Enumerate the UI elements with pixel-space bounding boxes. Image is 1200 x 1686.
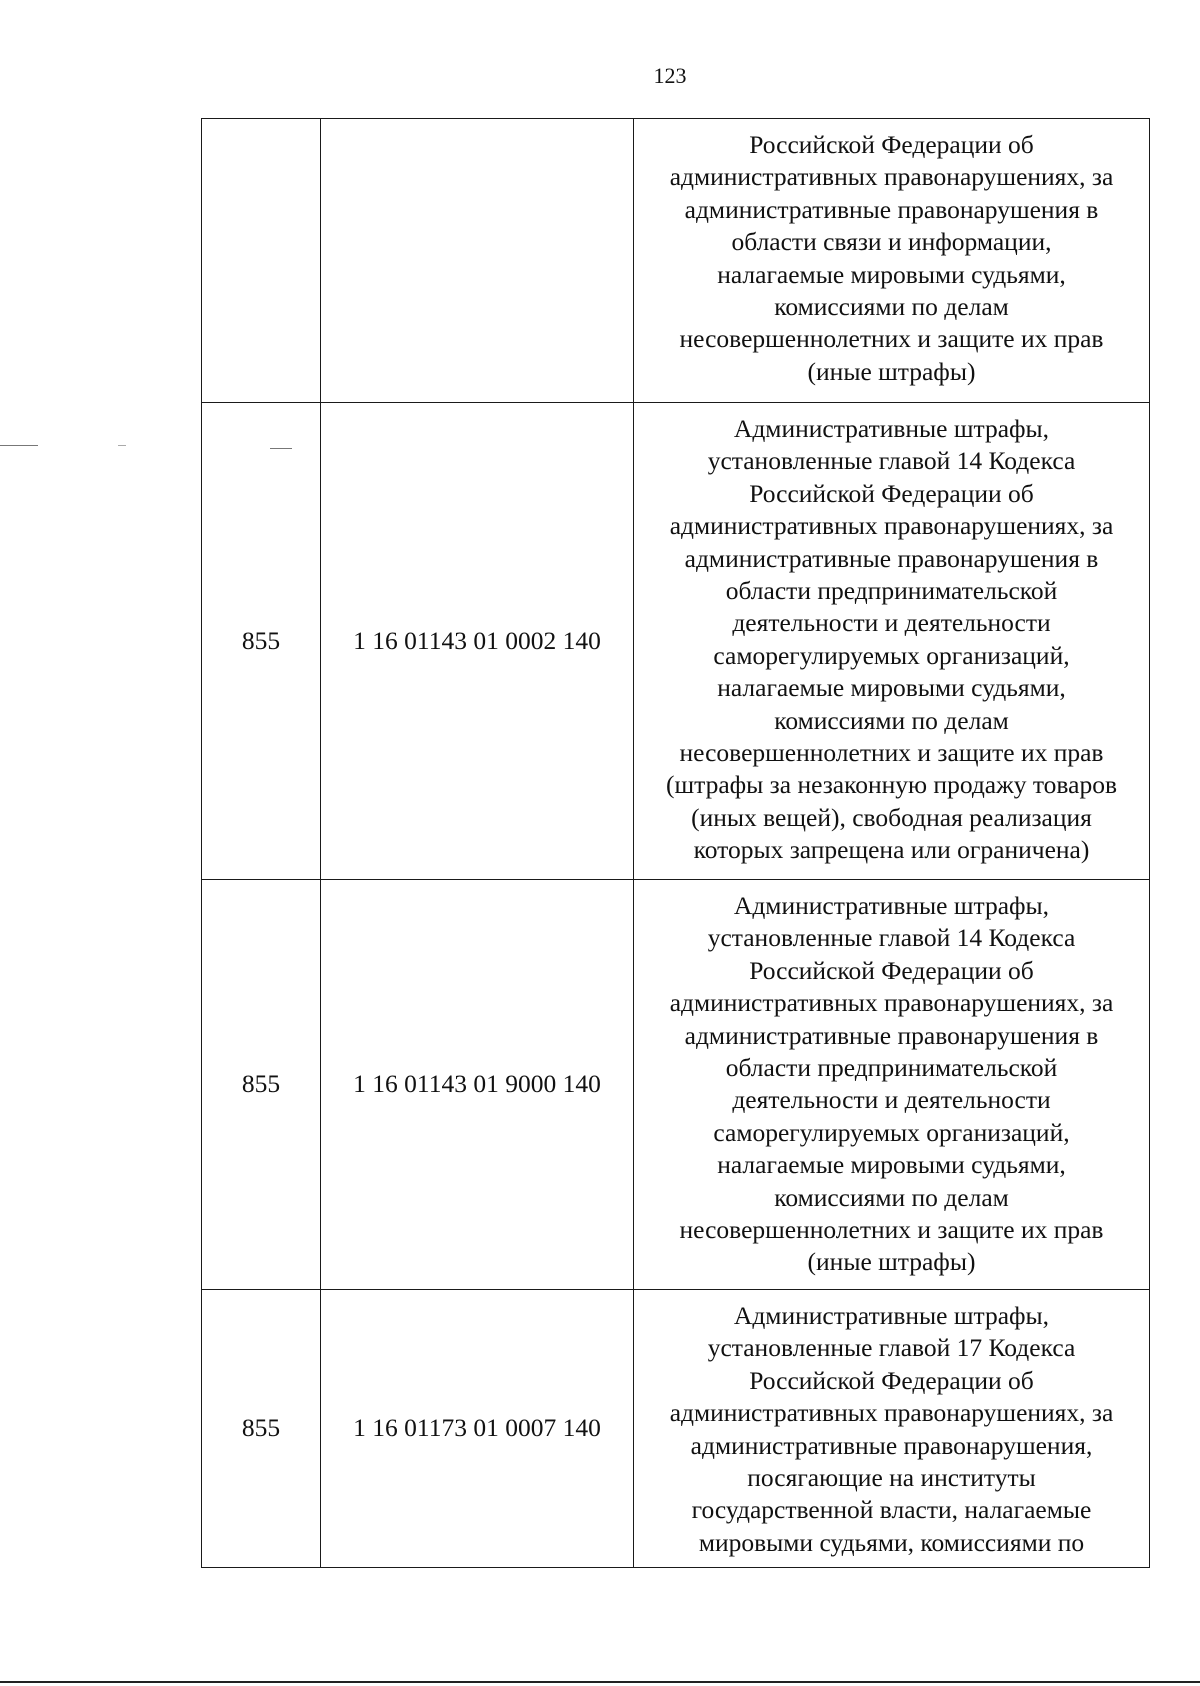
fees-table [201, 118, 1150, 1568]
admin-code-cell: 855 [202, 1290, 321, 1568]
table-row [202, 119, 1150, 403]
description-line: (иные штрафы) [807, 1247, 976, 1277]
description-line: несовершеннолетних и защите их прав [679, 324, 1104, 354]
description-line: Административные штрафы, [733, 414, 1050, 443]
kbk-code-cell: 1 16 01143 01 9000 140 [321, 880, 634, 1290]
description-line: деятельности и деятельности [732, 1085, 1051, 1115]
description-line: Административные штрафы, [733, 891, 1050, 920]
admin-code-cell: 855 [202, 403, 321, 880]
kbk-code-cell: 1 16 01173 01 0007 140 [321, 1290, 634, 1568]
description-line: которых запрещена или ограничена) [693, 835, 1090, 865]
description-line: саморегулируемых организаций, [713, 640, 1070, 670]
description-line: мировыми судьями, комиссиями по [698, 1527, 1085, 1557]
description-cell [634, 119, 1150, 403]
admin-code-cell [202, 119, 321, 403]
description-line: административных правонарушениях, за [669, 988, 1114, 1018]
description-line: (иных вещей), свободная реализация [691, 802, 1092, 832]
description-line: несовершеннолетних и защите их прав [679, 738, 1104, 768]
description-line: Административные штрафы, [733, 1301, 1050, 1330]
scan-artifact-left-tick [118, 445, 126, 446]
description-line: области связи и информации, [731, 227, 1052, 257]
description-line: (штрафы за незаконную продажу товаров [666, 770, 1117, 800]
description-line: административных правонарушениях, за [669, 162, 1114, 192]
kbk-code-cell: 1 16 01143 01 0002 140 [321, 403, 634, 880]
description-line: комиссиями по делам [774, 1182, 1009, 1212]
description-line: (иные штрафы) [807, 356, 976, 386]
description-line: административные правонарушения в [684, 543, 1099, 573]
description-line: налагаемые мировыми судьями, [717, 259, 1066, 289]
description-line: налагаемые мировыми судьями, [717, 1150, 1066, 1180]
description-line: посягающие на институты [747, 1463, 1036, 1493]
description-line: установленные главой 14 Кодекса [707, 446, 1076, 476]
description-line: административных правонарушениях, за [669, 511, 1114, 541]
description-line: Российской Федерации об [749, 955, 1034, 985]
description-line: административные правонарушения в [684, 194, 1099, 224]
admin-code-cell: 855 [202, 880, 321, 1290]
description-line: саморегулируемых организаций, [713, 1117, 1070, 1147]
description-line: области предпринимательской [725, 576, 1058, 606]
kbk-code-cell [321, 119, 634, 403]
scan-artifact-left-dash [0, 445, 38, 446]
description-line: установленные главой 14 Кодекса [707, 923, 1076, 953]
description-line: Российской Федерации об [749, 1365, 1034, 1395]
description-line: административные правонарушения, [690, 1430, 1093, 1460]
description-line: области предпринимательской [725, 1053, 1058, 1083]
description-line: установленные главой 17 Кодекса [707, 1333, 1076, 1363]
description-line: деятельности и деятельности [732, 608, 1051, 638]
description-cell [634, 1290, 1150, 1568]
page-number: 123 [653, 63, 687, 88]
description-line: административных правонарушениях, за [669, 1398, 1114, 1428]
table-row [202, 880, 1150, 1290]
description-line: налагаемые мировыми судьями, [717, 673, 1066, 703]
description-line: Российской Федерации об [749, 478, 1034, 508]
description-line: комиссиями по делам [774, 705, 1009, 735]
table-row [202, 403, 1150, 880]
description-line: государственной власти, налагаемые [691, 1495, 1092, 1525]
description-cell [634, 880, 1150, 1290]
description-line: Российской Федерации об [749, 130, 1034, 159]
description-cell [634, 403, 1150, 880]
table-row [202, 1290, 1150, 1568]
scan-bottom-edge [0, 1681, 1200, 1683]
description-line: несовершеннолетних и защите их прав [679, 1215, 1104, 1245]
description-line: административные правонарушения в [684, 1020, 1099, 1050]
description-line: комиссиями по делам [774, 292, 1009, 322]
